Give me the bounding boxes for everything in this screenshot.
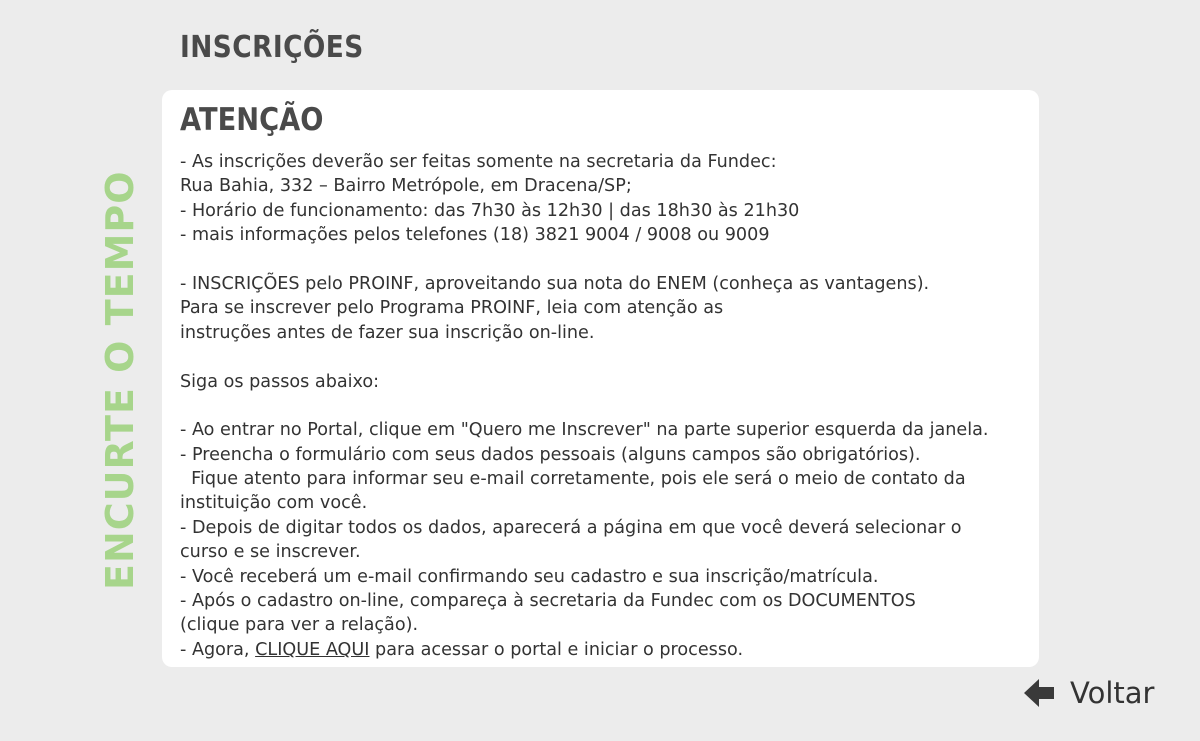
step-suffix: para acessar o portal e iniciar o processo. [369,639,744,660]
info-line: - Horário de funcionamento: das 7h30 às 12h30 | das 18h30 às 21h30 [180,200,800,221]
step-line: (clique para ver a relação). [180,615,419,636]
back-label: Voltar [1070,676,1155,710]
paragraph-gap [180,394,1030,418]
step-line: - Após o cadastro on-line, compareça à secretaria da Fundec com os DOCUMENTOS [180,591,916,612]
info-line: - mais informações pelos telefones (18) 3821 9004 / 9008 ou 9009 [180,225,770,246]
card-body [180,150,1030,662]
side-tagline: ENCURTE O TEMPO [98,170,142,590]
step-line: curso e se inscrever. [180,542,361,563]
notice-card [162,90,1039,667]
step-prefix: - Agora, [180,639,256,660]
paragraph-gap [180,345,1030,369]
info-line: - INSCRIÇÕES pelo PROINF, aproveitando sua nota do ENEM (conheça as vantagens). [180,273,930,294]
arrow-left-icon [1022,676,1056,710]
info-line: Siga os passos abaixo: [180,371,380,392]
back-button[interactable] [1022,676,1154,710]
step-line: - Você receberá um e-mail confirmando seu cadastro e sua inscrição/matrícula. [180,566,879,587]
click-here-link[interactable]: CLIQUE AQUI [255,639,370,660]
step-line-last [180,638,1030,662]
step-line: - Depois de digitar todos os dados, aparecerá a página em que você deverá selecionar o [180,517,962,538]
info-line: Para se inscrever pelo Programa PROINF, leia com atenção as [180,298,724,319]
paragraph-gap [180,248,1030,272]
step-line: - Ao entrar no Portal, clique em "Quero me Inscrever" na parte superior esquerda da janela. [180,420,989,441]
step-line: instituição com você. [180,493,368,514]
step-line: Fique atento para informar seu e-mail corretamente, pois ele será o meio de contato da [180,469,966,490]
info-line: Rua Bahia, 332 – Bairro Metrópole, em Dracena/SP; [180,176,632,197]
card-heading: ATENÇÃO [180,102,324,138]
info-line: instruções antes de fazer sua inscrição on-line. [180,322,595,343]
info-line: - As inscrições deverão ser feitas somente na secretaria da Fundec: [180,152,777,172]
page-title: INSCRIÇÕES [180,30,364,65]
step-line: - Preencha o formulário com seus dados pessoais (alguns campos são obrigatórios). [180,444,921,465]
